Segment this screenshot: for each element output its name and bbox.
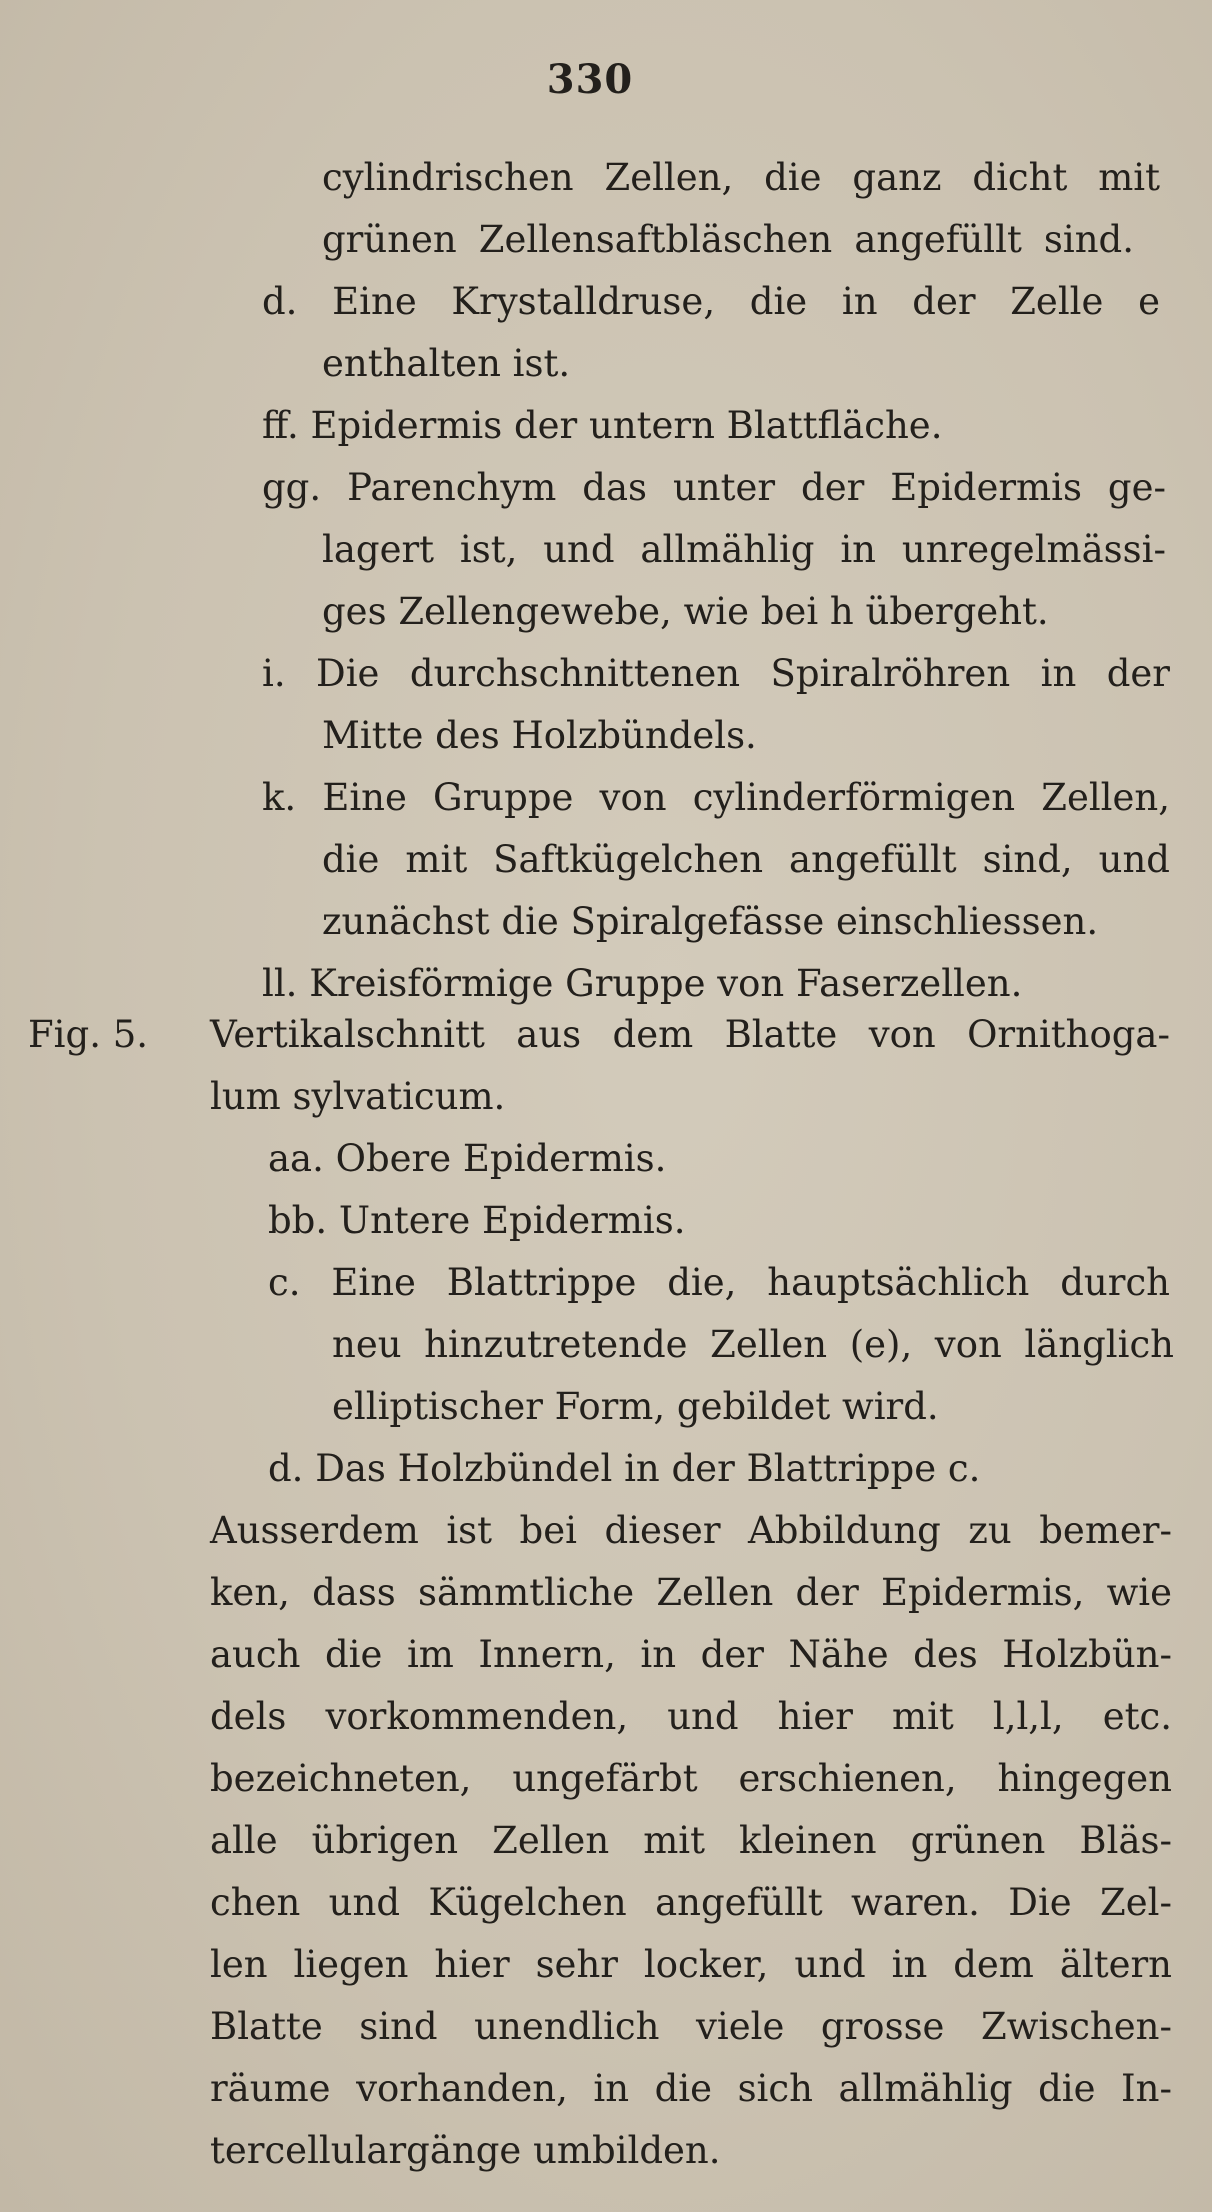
- text-line: len liegen hier sehr locker, und in dem ältern: [210, 1943, 1172, 1986]
- text-line: Blatte sind unendlich viele grosse Zwischen-: [210, 2005, 1172, 2048]
- text-line: alle übrigen Zellen mit kleinen grünen Bläs-: [210, 1819, 1172, 1862]
- text-line: neu hinzutretende Zellen (e), von länglich: [332, 1323, 1174, 1366]
- page-number: 330: [546, 56, 634, 103]
- text-line: auch die im Innern, in der Nähe des Holzbün-: [210, 1633, 1172, 1676]
- text-line: d. Eine Krystalldruse, die in der Zelle e: [262, 280, 1160, 323]
- text-line: k. Eine Gruppe von cylinderförmigen Zellen,: [262, 776, 1170, 819]
- text-line: cylindrischen Zellen, die ganz dicht mit: [322, 156, 1160, 199]
- text-line: ken, dass sämmtliche Zellen der Epidermis, wie: [210, 1571, 1172, 1614]
- text-line: Mitte des Holzbündels.: [322, 714, 757, 757]
- figure-label: Fig. 5.: [28, 1013, 149, 1056]
- text-line: aa. Obere Epidermis.: [268, 1137, 667, 1180]
- text-line: d. Das Holzbündel in der Blattrippe c.: [268, 1447, 981, 1490]
- text-line: grünen Zellensaftbläschen angefüllt sind.: [322, 218, 1134, 261]
- text-line: lum sylvaticum.: [210, 1075, 506, 1118]
- text-line: tercellulargänge umbilden.: [210, 2129, 721, 2172]
- text-line: ges Zellengewebe, wie bei h übergeht.: [322, 590, 1049, 633]
- text-line: elliptischer Form, gebildet wird.: [332, 1385, 939, 1428]
- text-line: räume vorhanden, in die sich allmählig die In-: [210, 2067, 1172, 2110]
- text-line: gg. Parenchym das unter der Epidermis ge-: [262, 466, 1166, 509]
- text-line: Ausserdem ist bei dieser Abbildung zu bemer-: [210, 1509, 1172, 1552]
- text-line: c. Eine Blattrippe die, hauptsächlich durch: [268, 1261, 1170, 1304]
- text-line: ll. Kreisförmige Gruppe von Faserzellen.: [262, 962, 1023, 1005]
- text-line: lagert ist, und allmählig in unregelmässi-: [322, 528, 1166, 571]
- text-line: bb. Untere Epidermis.: [268, 1199, 686, 1242]
- text-line: enthalten ist.: [322, 342, 571, 385]
- text-line: bezeichneten, ungefärbt erschienen, hingegen: [210, 1757, 1172, 1800]
- text-line: Vertikalschnitt aus dem Blatte von Ornithoga-: [210, 1013, 1170, 1056]
- text-line: ff. Epidermis der untern Blattfläche.: [262, 404, 943, 447]
- text-line: chen und Kügelchen angefüllt waren. Die Zel-: [210, 1881, 1172, 1924]
- text-line: dels vorkommenden, und hier mit l,l,l, etc.: [210, 1695, 1172, 1738]
- text-line: zunächst die Spiralgefässe einschliessen.: [322, 900, 1099, 943]
- text-line: die mit Saftkügelchen angefüllt sind, und: [322, 838, 1170, 881]
- text-line: i. Die durchschnittenen Spiralröhren in der: [262, 652, 1170, 695]
